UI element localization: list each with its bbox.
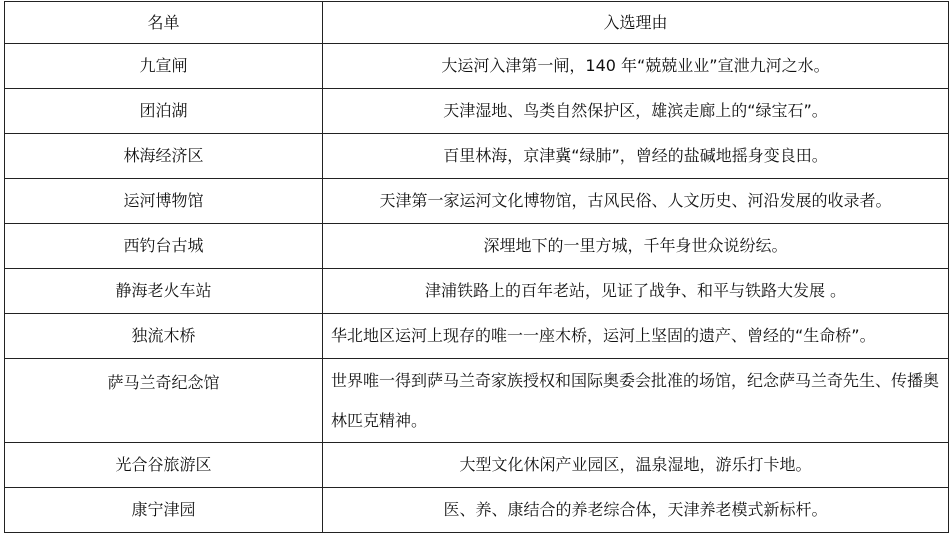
row-name: 九宣闸 bbox=[5, 44, 323, 89]
header-reason: 入选理由 bbox=[323, 2, 949, 44]
row-reason: 天津第一家运河文化博物馆，古风民俗、人文历史、河沿发展的收录者。 bbox=[323, 179, 949, 224]
row-reason: 医、养、康结合的养老综合体，天津养老模式新标杆。 bbox=[323, 488, 949, 533]
row-name: 静海老火车站 bbox=[5, 269, 323, 314]
table-row bbox=[5, 488, 949, 533]
row-name: 萨马兰奇纪念馆 bbox=[5, 359, 323, 443]
row-name: 林海经济区 bbox=[5, 134, 323, 179]
row-reason: 天津湿地、鸟类自然保护区，雄滨走廊上的“绿宝石”。 bbox=[323, 89, 949, 134]
table-row bbox=[5, 89, 949, 134]
table-row bbox=[5, 224, 949, 269]
row-reason: 百里林海，京津冀“绿肺”，曾经的盐碱地摇身变良田。 bbox=[323, 134, 949, 179]
row-reason: 华北地区运河上现存的唯一一座木桥，运河上坚固的遗产、曾经的“生命桥”。 bbox=[323, 314, 949, 359]
table-row bbox=[5, 179, 949, 224]
table-row bbox=[5, 269, 949, 314]
table-row bbox=[5, 443, 949, 488]
row-reason: 大运河入津第一闸，140 年“兢兢业业”宣泄九河之水。 bbox=[323, 44, 949, 89]
row-name: 光合谷旅游区 bbox=[5, 443, 323, 488]
row-name: 团泊湖 bbox=[5, 89, 323, 134]
table-row bbox=[5, 134, 949, 179]
selection-table bbox=[4, 1, 949, 533]
table-row bbox=[5, 44, 949, 89]
table-row bbox=[5, 314, 949, 359]
row-name: 运河博物馆 bbox=[5, 179, 323, 224]
selection-table-container bbox=[4, 1, 948, 533]
row-reason: 深埋地下的一里方城，千年身世众说纷纭。 bbox=[323, 224, 949, 269]
row-name: 独流木桥 bbox=[5, 314, 323, 359]
row-name: 康宁津园 bbox=[5, 488, 323, 533]
table-row bbox=[5, 359, 949, 443]
row-name: 西钓台古城 bbox=[5, 224, 323, 269]
table-header-row bbox=[5, 2, 949, 44]
row-reason: 大型文化休闲产业园区，温泉湿地，游乐打卡地。 bbox=[323, 443, 949, 488]
row-reason: 津浦铁路上的百年老站，见证了战争、和平与铁路大发展 。 bbox=[323, 269, 949, 314]
header-name: 名单 bbox=[5, 2, 323, 44]
row-reason: 世界唯一得到萨马兰奇家族授权和国际奥委会批准的场馆，纪念萨马兰奇先生、传播奥林匹克精神。 bbox=[323, 359, 949, 443]
